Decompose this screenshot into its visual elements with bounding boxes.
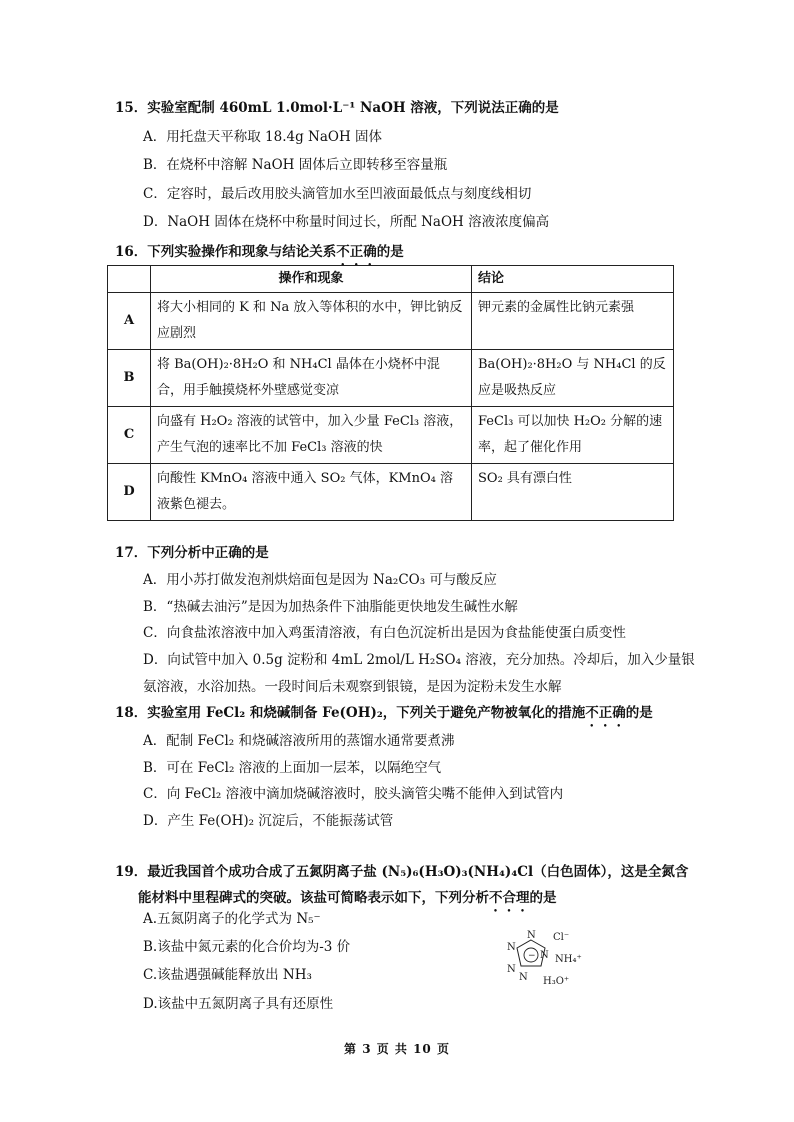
q17-option-d: D．向试管中加入 0.5g 淀粉和 4mL 2mol/L H₂SO₄ 溶液，充分加热。冷却后，加入少量银 bbox=[143, 652, 695, 668]
q16-stem-text: 16．下列实验操作和现象与结论关系 bbox=[115, 244, 337, 260]
q17-option-b: B．“热碱去油污”是因为加热条件下油脂能更快地发生碱性水解 bbox=[143, 599, 518, 615]
table-row bbox=[108, 293, 674, 350]
row-concl: FeCl₃ 可以加快 H₂O₂ 分解的速率，起了催化作用 bbox=[472, 407, 674, 464]
row-label: D bbox=[108, 464, 151, 521]
row-label: A bbox=[108, 293, 151, 350]
q16-table bbox=[107, 265, 674, 521]
n-atom-left-top: N bbox=[507, 942, 516, 953]
page-footer: 第 3 页 共 10 页 bbox=[344, 1042, 450, 1056]
row-concl: SO₂ 具有漂白性 bbox=[472, 464, 674, 521]
q17-option-a: A．用小苏打做发泡剂烘焙面包是因为 Na₂CO₃ 可与酸反应 bbox=[143, 572, 497, 588]
q19-stem: 19．最近我国首个成功合成了五氮阴离子盐 (N₅)₆(H₃O)₃(NH₄)₄Cl（白色固体），这是全氮含 bbox=[115, 864, 689, 880]
q17-stem: 17．下列分析中正确的是 bbox=[115, 545, 269, 561]
q19-option-a: A.五氮阴离子的化学式为 N₅⁻ bbox=[143, 911, 321, 927]
q15-option-d: D．NaOH 固体在烧杯中称量时间过长，所配 NaOH 溶液浓度偏高 bbox=[143, 214, 550, 230]
row-concl: Ba(OH)₂·8H₂O 与 NH₄Cl 的反应是吸热反应 bbox=[472, 350, 674, 407]
q18-option-a: A．配制 FeCl₂ 和烧碱溶液所用的蒸馏水通常要煮沸 bbox=[143, 733, 455, 749]
n-atom-right: N bbox=[540, 950, 549, 961]
q17-option-d-cont: 氨溶液，水浴加热。一段时间后未观察到银镜，是因为淀粉未发生水解 bbox=[143, 679, 562, 695]
row-concl: 钾元素的金属性比钠元素强 bbox=[472, 293, 674, 350]
table-header-concl: 结论 bbox=[472, 266, 674, 293]
q16-stem-emphasis: 不正确 bbox=[336, 244, 377, 260]
q19-stem-tail: 的是 bbox=[529, 890, 557, 906]
row-op: 将大小相同的 K 和 Na 放入等体积的水中，钾比钠反应剧烈 bbox=[151, 293, 472, 350]
chloride-label: Cl⁻ bbox=[553, 932, 570, 943]
table-row bbox=[108, 464, 674, 521]
q17-option-c: C．向食盐浓溶液中加入鸡蛋清溶液，有白色沉淀析出是因为食盐能使蛋白质变性 bbox=[143, 625, 626, 641]
row-op: 向酸性 KMnO₄ 溶液中通入 SO₂ 气体，KMnO₄ 溶液紫色褪去。 bbox=[151, 464, 472, 521]
q18-stem-tail: 的是 bbox=[625, 705, 653, 721]
row-op: 向盛有 H₂O₂ 溶液的试管中，加入少量 FeCl₃ 溶液，产生气泡的速率比不加 FeCl₃ 溶液的快 bbox=[151, 407, 472, 464]
pentazolate-salt-structure bbox=[497, 928, 607, 994]
hydronium-label: H₃O⁺ bbox=[543, 976, 570, 987]
q19-option-b: B.该盐中氮元素的化合价均为-3 价 bbox=[143, 939, 351, 955]
q18-option-c: C．向 FeCl₂ 溶液中滴加烧碱溶液时，胶头滴管尖嘴不能伸入到试管内 bbox=[143, 786, 564, 802]
q15-option-a: A．用托盘天平称取 18.4g NaOH 固体 bbox=[143, 129, 383, 145]
q15-option-b: B．在烧杯中溶解 NaOH 固体后立即转移至容量瓶 bbox=[143, 157, 448, 173]
table-header-blank bbox=[108, 266, 151, 293]
ring-minus-sign: − bbox=[528, 951, 536, 961]
q16-table-header bbox=[108, 266, 674, 293]
q19-stem-text: 能材料中里程碑式的突破。该盐可简略表示如下，下列分析 bbox=[138, 890, 489, 906]
table-header-op: 操作和现象 bbox=[151, 266, 472, 293]
table-row bbox=[108, 407, 674, 464]
row-op: 将 Ba(OH)₂·8H₂O 和 NH₄Cl 晶体在小烧杯中混合，用手触摸烧杯外壁感觉变凉 bbox=[151, 350, 472, 407]
table-row bbox=[108, 350, 674, 407]
q18-stem-text: 18．实验室用 FeCl₂ 和烧碱制备 Fe(OH)₂，下列关于避免产物被氧化的措施 bbox=[115, 705, 586, 721]
n-atom-left-bottom: N bbox=[507, 964, 516, 975]
row-label: C bbox=[108, 407, 151, 464]
row-label: B bbox=[108, 350, 151, 407]
q15-stem: 15．实验室配制 460mL 1.0mol·L⁻¹ NaOH 溶液，下列说法正确的是 bbox=[115, 100, 559, 116]
q16-stem-tail: 的是 bbox=[376, 244, 404, 260]
q18-stem bbox=[115, 703, 695, 730]
q19-option-d: D.该盐中五氮阴离子具有还原性 bbox=[143, 996, 334, 1012]
q18-stem-emphasis: 不正确 bbox=[585, 705, 626, 721]
q18-option-d: D．产生 Fe(OH)₂ 沉淀后，不能振荡试管 bbox=[143, 813, 394, 829]
n-atom-bottom: N bbox=[519, 972, 528, 983]
q15-option-c: C．定容时，最后改用胶头滴管加水至凹液面最低点与刻度线相切 bbox=[143, 186, 532, 202]
ammonium-label: NH₄⁺ bbox=[555, 954, 582, 965]
n-atom-top: N bbox=[527, 930, 536, 941]
q19-option-c: C.该盐遇强碱能释放出 NH₃ bbox=[143, 967, 312, 983]
q18-option-b: B．可在 FeCl₂ 溶液的上面加一层苯，以隔绝空气 bbox=[143, 760, 442, 776]
q19-stem-emphasis: 不合理 bbox=[489, 890, 530, 906]
